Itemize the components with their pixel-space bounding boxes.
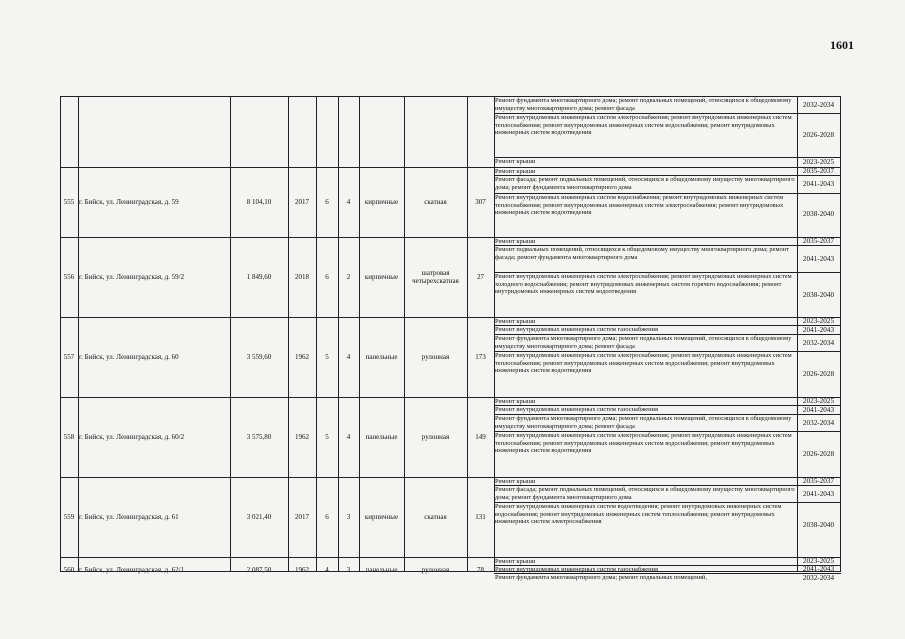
cell-entrances: 2 — [346, 273, 351, 281]
cell-residents: 173 — [475, 353, 486, 361]
cell-walls: кирпичные — [364, 513, 399, 521]
cell-floors: 5 — [325, 433, 329, 441]
cell-residents: 131 — [475, 513, 486, 521]
cell-walls: панельные — [365, 433, 398, 441]
work-period: 2023-2025 — [802, 397, 835, 405]
work-description: Ремонт крыши — [495, 558, 536, 565]
cell-num: 555 — [63, 198, 75, 206]
cell-floors: 6 — [325, 198, 329, 206]
work-description: Ремонт внутридомовых инженерных систем водоотведения; ремонт внутридомовых инженерных систем водоснабжения; ремонт внутридомовых инженерных систем теплоснабжения; ремонт внутридомовых инженерных систем электроснабжения — [495, 503, 782, 526]
work-description: Ремонт крыши — [495, 238, 536, 245]
cell-floors: 4 — [325, 565, 329, 574]
work-period: 2041-2043 — [802, 180, 835, 188]
work-description: Ремонт внутридомовых инженерных систем электроснабжения; ремонт внутридомовых инженерных систем теплоснабжения; ремонт внутридомовых инженерных систем водоснабжения; ремонт внутридомовых инженерных систем водоотведения — [495, 352, 792, 375]
cell-area: 3 021,40 — [246, 513, 272, 521]
work-description: Ремонт подвальных помещений, относящихся к общедомовому имуществу многоквартирного дома; ремонт фасада; ремонт фундамента многоквартирного дома — [495, 246, 789, 261]
work-description: Ремонт внутридомовых инженерных систем водоснабжения; ремонт внутридомовых инженерных систем теплоснабжения; ремонт внутридомовых инженерных систем электроснабжения; ремонт внутридомовых инженерных систем водоотведения — [495, 194, 784, 217]
work-period: 2041-2043 — [802, 565, 835, 573]
work-description: Ремонт фасада; ремонт подвальных помещений, относящихся к общедомовому имуществу многоквартирного дома; ремонт фундамента многоквартирного дома — [495, 176, 795, 191]
work-description: Ремонт фундамента многоквартирного дома; ремонт подвальных помещений, — [495, 574, 707, 581]
work-description: Ремонт внутридомовых инженерных систем электроснабжения; ремонт внутридомовых инженерных систем теплоснабжения; ремонт внутридомовых инженерных систем водоснабжения; ремонт внутридомовых инженерных систем водоотведения — [495, 114, 792, 137]
cell-address: г. Бийск, ул. Ленинградская, д. 62/1 — [79, 565, 185, 574]
cell-area: 3 575,80 — [246, 433, 272, 441]
work-description: Ремонт внутридомовых инженерных систем электроснабжения; ремонт внутридомовых инженерных систем холодного водоснабжения; ремонт внутридомовых инженерных систем горячего водоснабжения; ремонт внутридомовых инженерных систем водоотведения — [495, 273, 792, 296]
work-period: 2041-2043 — [802, 254, 835, 263]
cell-floors: 5 — [325, 353, 329, 361]
cell-year: 1962 — [295, 353, 309, 361]
work-description: Ремонт крыши — [495, 318, 536, 325]
work-period: 2026-2028 — [802, 131, 835, 139]
work-description: Ремонт внутридомовых инженерных систем газоснабжения — [495, 326, 658, 333]
work-period: 2035-2037 — [802, 167, 835, 175]
cell-entrances: 4 — [346, 198, 351, 206]
cell-residents: 27 — [477, 273, 484, 281]
cell-area: 3 559,60 — [246, 353, 272, 361]
cell-roof: скатная — [424, 513, 447, 521]
work-period: 2023-2025 — [802, 317, 835, 325]
cell-walls: кирпичные — [364, 273, 399, 281]
work-description: Ремонт внутридомовых инженерных систем газоснабжения — [495, 406, 658, 413]
cell-num: 556 — [63, 273, 75, 281]
work-description: Ремонт фундамента многоквартирного дома; ремонт подвальных помещений, относящихся к общедомовому имуществу многоквартирного дома; ремонт фасада — [495, 335, 792, 350]
work-description: Ремонт внутридомовых инженерных систем электроснабжения; ремонт внутридомовых инженерных систем теплоснабжения; ремонт внутридомовых инженерных систем водоснабжения; ремонт внутридомовых инженерных систем водоотведения — [495, 432, 792, 455]
work-description: Ремонт фундамента многоквартирного дома; ремонт подвальных помещений, относящихся к общедомовому имуществу многоквартирного дома; ремонт фасада — [495, 415, 792, 430]
work-period: 2035-2037 — [802, 477, 835, 485]
cell-area: 8 104,10 — [246, 198, 272, 206]
cell-address: г. Бийск, ул. Ленинградская, д. 61 — [79, 513, 179, 521]
cell-address: г. Бийск, ул. Ленинградская, д. 60 — [79, 353, 179, 361]
cell-floors: 6 — [325, 273, 329, 281]
cell-roof: рулонная — [421, 565, 450, 574]
work-period: 2041-2043 — [802, 405, 835, 414]
work-description: Ремонт фундамента многоквартирного дома; ремонт подвальных помещений, относящихся к общедомовому имуществу многоквартирного дома; ремонт фасада — [495, 97, 792, 112]
work-description: Ремонт внутридомовых инженерных систем газоснабжения — [495, 566, 658, 573]
cell-floors: 6 — [325, 513, 329, 521]
work-period: 2026-2028 — [802, 450, 835, 458]
work-period: 2038-2040 — [802, 290, 835, 299]
work-description: Ремонт крыши — [495, 168, 536, 175]
work-period: 2032-2034 — [802, 338, 835, 347]
cell-area: 1 849,60 — [246, 273, 272, 281]
cell-year: 2017 — [295, 513, 309, 521]
work-period: 2041-2043 — [802, 325, 835, 334]
cell-year: 1962 — [295, 565, 309, 574]
cell-entrances: 4 — [346, 433, 351, 441]
cell-walls: кирпичные — [364, 198, 399, 206]
page-number: 1601 — [830, 38, 854, 52]
cell-residents: 149 — [475, 433, 486, 441]
cell-entrances: 4 — [346, 353, 351, 361]
cell-walls: панельные — [365, 565, 398, 574]
work-period: 2038-2040 — [802, 521, 835, 529]
cell-residents: 307 — [475, 198, 486, 206]
row-separator — [60, 571, 841, 572]
work-period: 2035-2037 — [802, 237, 835, 245]
cell-num: 558 — [63, 433, 75, 441]
cell-year: 1962 — [295, 433, 309, 441]
work-period: 2026-2028 — [802, 370, 835, 378]
capital-repair-table — [60, 96, 841, 582]
cell-entrances: 3 — [346, 565, 351, 574]
work-description: Ремонт крыши — [495, 398, 536, 405]
cell-address: г. Бийск, ул. Ленинградская, д. 59 — [79, 198, 179, 206]
cell-roof: рулонная — [421, 433, 450, 441]
cell-roof: скатная — [424, 198, 447, 206]
cell-address: г. Бийск, ул. Ленинградская, д. 59/2 — [79, 273, 185, 281]
cell-year: 2018 — [295, 273, 309, 281]
work-period: 2032-2034 — [802, 573, 835, 582]
cell-num: 560 — [63, 565, 75, 574]
work-period: 2032-2034 — [802, 100, 835, 109]
cell-num: 559 — [63, 513, 75, 521]
work-period: 2023-2025 — [802, 557, 835, 565]
cell-address: г. Бийск, ул. Ленинградская, д. 60/2 — [79, 433, 185, 441]
cell-roof: шатровая четырехскатная — [412, 269, 459, 285]
cell-area: 2 087,50 — [246, 565, 272, 574]
cell-entrances: 3 — [346, 513, 351, 521]
work-description: Ремонт фасада; ремонт подвальных помещений, относящихся к общедомовому имуществу многоквартирного дома; ремонт фундамента многоквартирного дома — [495, 486, 795, 501]
work-period: 2023-2025 — [802, 158, 835, 166]
cell-num: 557 — [63, 353, 75, 361]
work-description: Ремонт крыши — [495, 478, 536, 485]
cell-year: 2017 — [295, 198, 309, 206]
work-period: 2038-2040 — [802, 210, 835, 218]
work-description: Ремонт крыши — [495, 158, 536, 165]
cell-roof: рулонная — [421, 353, 450, 361]
cell-walls: панельные — [365, 353, 398, 361]
cell-residents: 78 — [477, 565, 484, 574]
work-period: 2032-2034 — [802, 418, 835, 427]
work-period: 2041-2043 — [802, 489, 835, 498]
